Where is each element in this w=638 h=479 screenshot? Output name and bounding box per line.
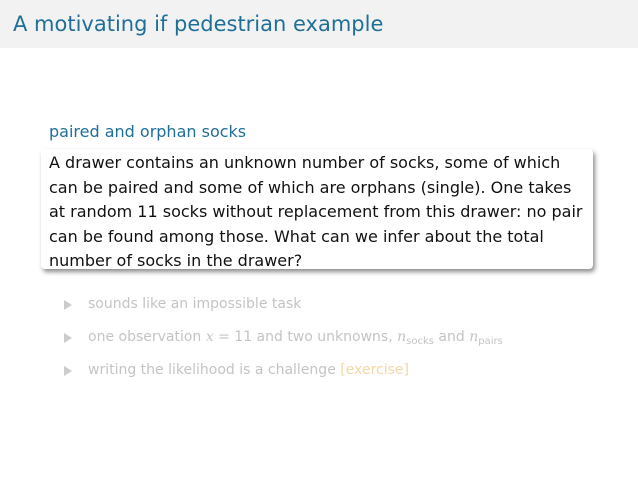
triangle-bullet-icon	[64, 366, 72, 376]
triangle-bullet-icon	[64, 300, 72, 310]
item-conjunction: and	[433, 329, 470, 345]
block-line: at random 11 socks without replacement from this drawer: no pair	[49, 202, 583, 221]
list-item	[64, 362, 604, 395]
list-item-text: sounds like an impossible task	[88, 296, 302, 312]
block-line: A drawer contains an unknown number of socks, some of which	[49, 153, 561, 172]
block-body	[41, 149, 593, 269]
list-item	[64, 329, 604, 362]
subscript-socks: socks	[406, 336, 434, 347]
variable-x: x	[205, 329, 214, 345]
list-item	[64, 296, 604, 329]
item-prefix: one observation	[88, 329, 206, 345]
triangle-bullet-icon	[64, 333, 72, 343]
subscript-pairs: pairs	[478, 336, 503, 347]
block-line: can be found among those. What can we infer about the total	[49, 226, 544, 246]
exercise-tag: [exercise]	[340, 362, 409, 378]
bullet-list	[64, 296, 604, 395]
item-middle: and two unknowns,	[252, 329, 398, 345]
list-item-text	[88, 362, 409, 378]
equation-rest: = 11	[213, 329, 253, 345]
list-item-text	[88, 329, 503, 347]
block-line: number of socks in the drawer?	[49, 251, 303, 270]
variable-n-pairs: n	[469, 329, 479, 345]
item-text: writing the likelihood is a challenge	[88, 362, 341, 378]
variable-n-socks: n	[397, 329, 407, 345]
slide-title: A motivating if pedestrian example	[13, 12, 384, 36]
title-bar	[0, 0, 638, 48]
block-line: can be paired and some of which are orphans (single). One takes	[49, 177, 572, 197]
block-title: paired and orphan socks	[49, 122, 247, 141]
